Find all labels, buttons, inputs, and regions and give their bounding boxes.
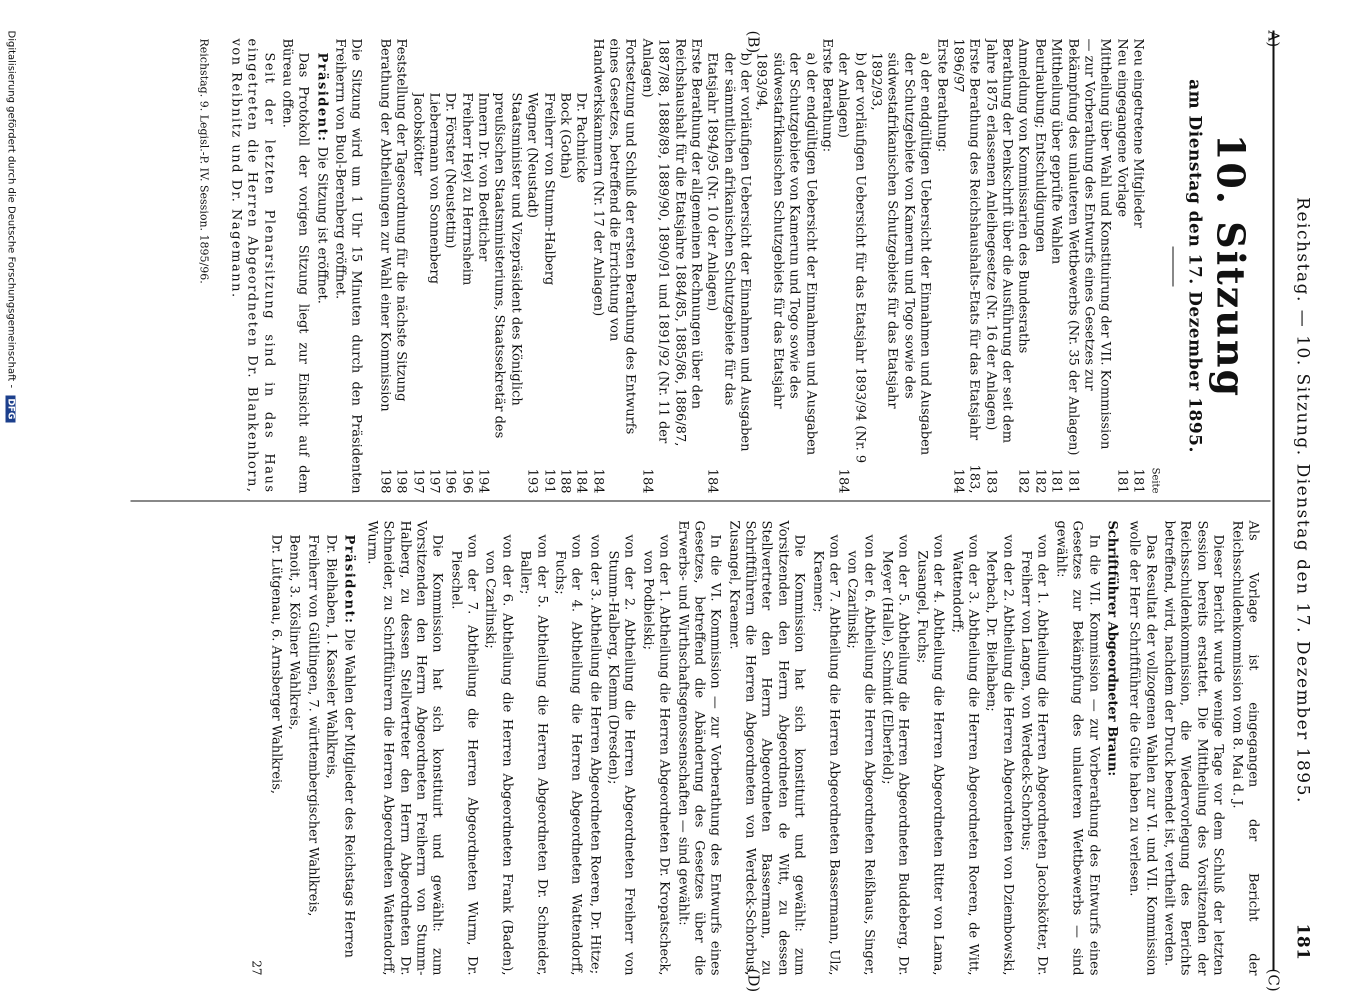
- toc-entry-page: 182: [1032, 468, 1048, 494]
- toc-entry-page: 181: [1048, 468, 1064, 494]
- president-label: Präsident:: [314, 52, 330, 143]
- toc-entry-text: Feststellung der Tagesordnung für die nächste Sitzung: [393, 38, 409, 402]
- toc-entry-text: Neu eingegangene Vorlage: [1114, 38, 1130, 218]
- credit-text: Digitalisierung gefördert durch die Deutsche Forschungsgemeinschaft -: [5, 30, 17, 389]
- toc-entry-text: Erste Berathung:: [934, 38, 950, 153]
- toc-entry-text: Wegner (Neustadt): [524, 92, 540, 219]
- right-column: [248, 521, 1260, 976]
- toc-row: [1015, 39, 1031, 494]
- toc-entry-page: 181: [1114, 468, 1130, 494]
- toc-row: [523, 39, 539, 494]
- vi-konstituirt: Die Kommission hat sich konstituirt und gewählt: zum Vorsitzenden den Herrn Abgeordneten Freiherrn von Stumm-Halberg, zu dessen Stellvertreter den Herrn Abgeordneten Dr. Schneider, zu Schriftführern die Herren Abgeordneten Wattendorff, Wurm.: [364, 520, 445, 976]
- column-divider: [131, 501, 1271, 502]
- toc-row: [1047, 39, 1063, 494]
- toc-entry-page: 198: [393, 468, 409, 494]
- members-vi-list: [447, 521, 672, 976]
- toc-entry-text: a) der endgültigen Uebersicht der Einnahmen und Ausgaben der Schutzgebiete von Kamerun und Togo sowie des südwestafrikanischen Schutzgebiets für das Etatsjahr 1892/93,: [868, 52, 933, 456]
- member-entry: von der 1. Abtheilung die Herren Abgeordneten Jacobskötter, Dr. Freiherr von Langen, von Werdeck-Schorbus;: [1018, 534, 1050, 976]
- digitization-credit: [6, 1, 17, 1001]
- toc-entry-page: 197: [426, 468, 442, 494]
- ergebnis-paragraph: Das Resultat der vollzogenen Wahlen zur VI. und VII. Kommission wolle der Herr Schriftführer die Güte haben zu verlesen.: [1126, 520, 1159, 976]
- session-date: am Dienstag den 17. Dezember 1895.: [1184, 79, 1205, 453]
- opening-paragraph: Die Sitzung wird um 1 Uhr 15 Minuten durch den Präsidenten Freiherrn von Buol-Berenberg eröffnet.: [332, 38, 364, 494]
- toc-entry-page: 183: [983, 468, 999, 494]
- president-label-right: Präsident:: [342, 534, 357, 625]
- toc-entry-text: Fortsetzung und Schluß der ersten Berathung des Entwurfs eines Gesetzes, betreffend die Errichtung von Handwerkskammern (Nr. 17 der Anlagen): [590, 38, 638, 435]
- vii-intro: In die VII. Kommission — zur Vorberathung des Entwurfs eines Gesetzes zur Bekämpfung des unlauteren Wettbewerbs — sind gewählt:: [1053, 520, 1102, 976]
- member-entry: von der 1. Abtheilung die Herren Abgeordneten Dr. Kropatscheck, von Podbielski;: [640, 534, 672, 976]
- session-title: 10. Sitzung: [1208, 133, 1254, 399]
- left-column: [195, 39, 1260, 494]
- running-header: [1287, 31, 1313, 971]
- toc-entry-text: Freiherr von Stumm-Halberg: [541, 92, 557, 286]
- members-vii-list: [809, 521, 1050, 976]
- president-wahlen: [341, 521, 357, 976]
- toc-entry-page: 191: [541, 468, 557, 494]
- member-entry: von der 3. Abtheilung die Herren Abgeordneten Roeren, de Witt, Wattendorff;: [949, 534, 981, 976]
- title-rule: [1172, 246, 1173, 286]
- toc-row: [835, 39, 868, 494]
- toc-entry-text: Mittheilung über geprüfte Wahlen: [1048, 38, 1064, 265]
- toc-entry-page: 184: [704, 468, 720, 494]
- toc-row: [638, 39, 704, 494]
- toc-entry-text: Neu eingetretene Mitglieder: [1130, 38, 1146, 228]
- toc-row: [818, 39, 834, 494]
- toc-entry-page: 184: [590, 468, 606, 494]
- toc-entry-page: 181: [1130, 468, 1146, 494]
- wahl-entry: Freiherr von Gültlingen, 7. württembergischer Wahlkreis,: [305, 534, 321, 917]
- toc-entry-page: 184: [639, 468, 655, 494]
- member-entry: von der 2. Abtheilung die Herren Abgeordneten Freiherr von Stumm-Halberg, Klemm (Dresden);: [605, 534, 637, 976]
- toc-row: [556, 39, 572, 494]
- protokoll-paragraph: Das Protokoll der vorigen Sitzung liegt zur Einsicht auf dem Büreau offen.: [279, 38, 311, 494]
- margin-marker-b: (B): [744, 30, 763, 54]
- toc-row: [1064, 39, 1113, 494]
- volume-footer: Reichstag. 9. Legisl.-P. IV. Session. 1895/96.: [198, 38, 211, 284]
- toc-row: [982, 39, 1015, 494]
- toc-entry-page: 196: [459, 468, 475, 494]
- toc-entry-text: Dr. Förster (Neustettin): [442, 92, 458, 249]
- margin-marker-c: (C): [1264, 968, 1283, 992]
- toc-entry-text: Liebermann von Sonnenberg: [426, 92, 442, 284]
- toc-entry-text: a) der endgültigen Uebersicht der Einnahmen und Ausgaben der Schutzgebiete von Kamerun und Togo sowie des südwestafrikanischen Schutzgebiets für das Etatsjahr 1893/94,: [754, 52, 819, 456]
- member-entry: von der 6. Abtheilung die Herren Abgeordneten Frank (Baden), von Czarlinski;: [483, 534, 515, 976]
- toc-row: [474, 39, 523, 494]
- toc-entry-text: Erste Berathung des Reichshaushalts-Etats für das Etatsjahr 1896/97: [950, 38, 982, 441]
- toc-row: [425, 39, 441, 494]
- toc-entry-text: Erste Berathung der allgemeinen Rechnungen über den Reichshaushalt für die Etatsjahre 1884/85, 1885/86, 1886/87, 1887/88, 1888/89, 1889/90, 1890/91 und 1891/92 (Nr. 11 der Anlagen): [639, 38, 704, 447]
- toc-entry-page: 198: [377, 468, 393, 494]
- toc-entry-text: Freiherr Heyl zu Herrnsheim: [459, 92, 475, 286]
- vii-konstituirt: Die Kommission hat sich konstituirt und gewählt: zum Vorsitzenden den Herrn Abgeordneten de Witt, zu dessen Stellvertreter den Herrn Abgeordneten Bassermann, zu Schriftführern die Herren Abgeordneten von Werdeck-Schorbus, Zusangel, Kraemer.: [726, 520, 807, 976]
- member-entry: von der 4. Abtheilung die Herren Abgeordneten Ritter von Lama, Zusangel, Fuchs;: [914, 534, 946, 976]
- margin-marker-d: (D): [744, 968, 763, 993]
- member-entry: von der 6. Abtheilung die Herren Abgeordneten Reißhaus, Singer, von Czarlinski;: [844, 534, 877, 976]
- vorlage-heading: Als Vorlage ist eingegangen der Bericht der Reichsschuldenkommission vom 8. Mai d. J.: [1229, 520, 1261, 976]
- member-entry: von der 4. Abtheilung die Herren Abgeordneten Wattendorff, Fuchs;: [552, 534, 584, 976]
- toc-entry-text: Anmeldung von Kommissarien des Bundesraths: [1016, 38, 1031, 354]
- toc-row: [442, 39, 458, 494]
- toc-entry-page: 197: [410, 468, 426, 494]
- wahl-entry: Benoit, 3. Kösliner Wahlkreis,: [286, 534, 302, 730]
- toc-row: [1113, 39, 1129, 494]
- toc-entry-page: 184: [573, 468, 589, 494]
- member-entry: von der 5. Abtheilung die Herren Abgeordneten Dr. Schneider, Baller;: [517, 534, 550, 976]
- toc-seite-label: Seite: [1149, 467, 1161, 494]
- toc-entry-text: Bock (Gotha): [557, 92, 573, 179]
- member-entry: von der 7. Abtheilung die Herren Abgeordneten Wurm, Dr. Pieschel.: [448, 534, 480, 976]
- schriftfuehrer-label: Schriftführer Abgeordneter Braun:: [1104, 520, 1120, 777]
- toc-entry-text: b) der vorläufigen Uebersicht der Einnahmen und Ausgaben der sämmtlichen afrikanischen Schutzgebiete für das Etatsjahr 1894/95 (Nr. 10 der Anlagen): [704, 52, 753, 452]
- dfg-logo: DFG: [6, 395, 16, 422]
- table-of-contents: [376, 39, 1146, 494]
- member-entry: von der 2. Abtheilung die Herren Abgeordneten von Dziembowski, Merbach, Dr. Bielhaben;: [983, 534, 1016, 976]
- toc-entry-page: 194: [475, 468, 491, 494]
- toc-row: [1031, 39, 1047, 494]
- toc-entry-page: 183, 184: [950, 464, 982, 494]
- vorlage-paragraph: Dieser Bericht wurde wenige Tage vor dem Schluß der letzten Session bereits erstattet. Die Mittheilung des Vorsitzenden der Reichsschuldenkommission, die Wiedervorlegung des Berichts betreffend, wird, nachdem der Druck beendet ist, vertheilt werden.: [1161, 520, 1226, 976]
- toc-row: [704, 39, 753, 494]
- toc-row: [573, 39, 589, 494]
- wahl-entry: Dr. Bielhaben, 1. Kasseler Wahlkreis,: [323, 534, 339, 779]
- toc-row: [589, 39, 638, 494]
- header-rule: [1273, 31, 1275, 971]
- running-header-title: Reichstag. — 10. Sitzung. Dienstag den 17. Dezember 1895.: [1292, 197, 1313, 804]
- president-opening-text: Die Sitzung ist eröffnet.: [314, 146, 330, 304]
- toc-row: [933, 39, 949, 494]
- toc-entry-page: 181: [1065, 468, 1081, 494]
- toc-row: [376, 39, 392, 494]
- toc-row: [458, 39, 474, 494]
- toc-entry-page: 184: [835, 468, 851, 494]
- member-entry: von der 5. Abtheilung die Herren Abgeordneten Buddeberg, Dr. Meyer (Halle), Schmidt (Elberfeld);: [879, 534, 911, 976]
- toc-entry-text: Mittheilung über Wahl und Konstituirung der VII. Kommission — zur Vorberathung des Entwurfs eines Gesetzes zur Bekämpfung des unlauteren Wettbewerbs (Nr. 35 der Anlagen): [1065, 38, 1113, 456]
- margin-marker-a: A): [1264, 30, 1283, 48]
- toc-entry-page: 188: [557, 468, 573, 494]
- toc-entry-text: Jacobskötter: [410, 92, 426, 176]
- president-opening: [313, 39, 329, 494]
- toc-entry-page: 193: [524, 468, 540, 494]
- member-entry: von der 3. Abtheilung die Herren Abgeordneten Roeren, Dr. Hitze;: [587, 534, 603, 975]
- toc-row: [949, 39, 982, 494]
- president-wahlen-text: Die Wahlen der Mitglieder des Reichstags Herren: [342, 628, 357, 958]
- toc-row: [867, 39, 933, 494]
- wahl-entry: Dr. Lütgenau, 6. Arnsberger Wahlkreis,: [268, 534, 284, 795]
- toc-row: [1129, 39, 1145, 494]
- toc-row: [753, 39, 819, 494]
- toc-entry-text: Berathung der Denkschrift über die Ausführung der seit dem Jahre 1875 erlassenen Anleihegesetze (Nr. 16 der Anlagen): [983, 38, 1015, 444]
- toc-entry-text: b) der vorläufigen Uebersicht für das Etatsjahr 1893/94 (Nr. 9 der Anlagen): [835, 52, 868, 464]
- page-number: 181: [1292, 923, 1313, 961]
- toc-entry-text: Dr. Pachnicke: [573, 92, 589, 183]
- toc-entry-page: 182: [1016, 468, 1031, 494]
- toc-entry-text: Berathung der Abtheilungen zur Wahl einer Kommission: [377, 38, 393, 412]
- toc-entry-text: Staatsminister und Vizepräsident des Königlich preußischen Staatsministeriums, Staatssekretär des Innern Dr. von Boetticher: [475, 92, 524, 439]
- toc-entry-page: 196: [442, 468, 458, 494]
- rotated-page: [0, 1, 1353, 1001]
- new-members-paragraph: Seit der letzten Plenarsitzung sind in das Haus eingetreten die Herren Abgeordneten Dr. Blankenhorn, von Reibnitz und Dr. Nagemann.: [228, 38, 277, 494]
- signature-marker: 27: [249, 960, 264, 976]
- toc-entry-text: Beurlaubung; Entschuldigungen: [1032, 38, 1048, 253]
- member-entry: von der 7. Abtheilung die Herren Abgeordneten Bassermann, Ulz, Kraemer;: [810, 534, 842, 976]
- wahlen-list: [267, 521, 339, 976]
- vi-intro: In die VI. Kommission — zur Vorberathung des Entwurfs eines Gesetzes, betreffend die Abänderung des Gesetzes über die Erwerbs- und Wirthschaftsgenossenschaften — sind gewählt:: [675, 520, 723, 976]
- toc-row: [409, 39, 425, 494]
- toc-entry-text: Erste Berathung:: [819, 38, 835, 153]
- toc-row: [540, 39, 556, 494]
- toc-row: [392, 39, 408, 494]
